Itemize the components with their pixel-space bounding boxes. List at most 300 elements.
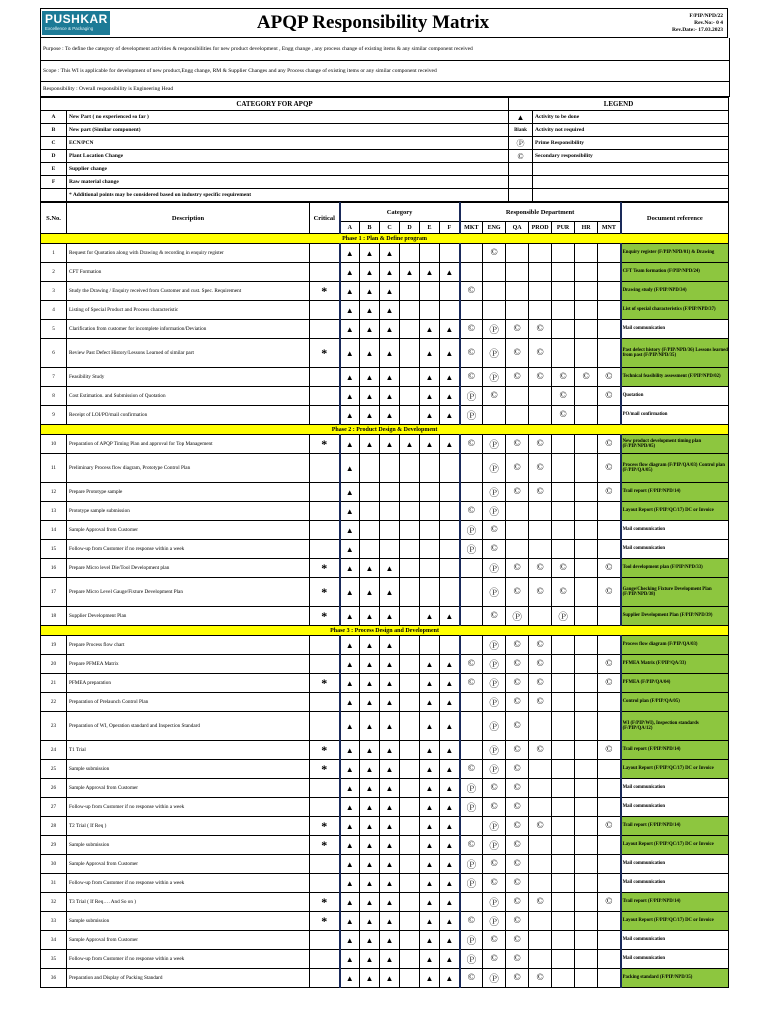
scope-text: Scope : This WI is applicable for development of new product,Engg change, RM & Supplier Changes and any Process change of existing items or any similar component received xyxy=(40,61,730,82)
critical-marker: * xyxy=(310,741,340,760)
legend-symbol: ▲ xyxy=(509,111,533,124)
row-number: 23 xyxy=(41,712,67,741)
category-mark xyxy=(400,836,420,855)
category-mark xyxy=(420,521,440,540)
responsibility-mark: Ⓟ xyxy=(483,454,506,483)
category-row xyxy=(41,189,729,202)
responsibility-mark: © xyxy=(506,454,529,483)
category-mark xyxy=(360,521,380,540)
sno-header: S.No. xyxy=(41,203,67,234)
table-row xyxy=(41,607,729,626)
category-mark: ▲ xyxy=(380,674,400,693)
document-reference: CFT Team formation (F/PIP/NPD/24) xyxy=(621,263,729,282)
responsibility-mark xyxy=(552,339,575,368)
responsibility-mark: © xyxy=(598,387,621,406)
legend-empty-cell xyxy=(509,163,533,176)
critical-marker xyxy=(310,931,340,950)
category-mark: ▲ xyxy=(440,779,460,798)
responsibility-mark xyxy=(529,760,552,779)
critical-marker xyxy=(310,263,340,282)
responsibility-mark: © xyxy=(506,712,529,741)
responsibility-mark xyxy=(575,912,598,931)
category-mark xyxy=(440,454,460,483)
category-mark xyxy=(400,454,420,483)
responsibility-mark xyxy=(529,912,552,931)
responsibility-mark xyxy=(552,282,575,301)
responsibility-mark: © xyxy=(460,282,483,301)
responsibility-mark xyxy=(529,521,552,540)
responsibility-mark xyxy=(575,969,598,988)
responsibility-mark xyxy=(575,483,598,502)
responsibility-mark xyxy=(552,674,575,693)
revision-date: Rev.Date:- 17.03.2023 xyxy=(671,26,723,33)
responsibility-mark xyxy=(483,301,506,320)
activity-description: Preparation of Prelaunch Control Plan xyxy=(67,693,310,712)
responsibility-mark: Ⓟ xyxy=(483,655,506,674)
category-description: New Part ( no experienced so far ) xyxy=(67,111,509,124)
category-mark: ▲ xyxy=(340,339,360,368)
responsibility-mark: © xyxy=(598,674,621,693)
activity-description: Listing of Special Product and Process characteristic xyxy=(67,301,310,320)
category-mark: ▲ xyxy=(340,874,360,893)
activity-description: Sample submission xyxy=(67,760,310,779)
category-description: * Additional points may be considered based on industry specific requirement xyxy=(67,189,509,202)
responsibility-mark xyxy=(598,950,621,969)
category-mark: ▲ xyxy=(440,760,460,779)
responsibility-mark xyxy=(598,836,621,855)
responsibility-mark: © xyxy=(460,502,483,521)
responsibility-mark: © xyxy=(552,387,575,406)
responsibility-mark xyxy=(460,454,483,483)
responsibility-mark: © xyxy=(506,817,529,836)
activity-description: Preparation and Display of Packing Standard xyxy=(67,969,310,988)
category-mark: ▲ xyxy=(440,931,460,950)
responsibility-mark xyxy=(575,836,598,855)
responsibility-mark: © xyxy=(506,779,529,798)
responsibility-mark: © xyxy=(506,798,529,817)
document-reference: Mail communication xyxy=(621,950,729,969)
activity-description: T3 Trial ( If Req…. And So on ) xyxy=(67,893,310,912)
activity-description: Sample Approval from Customer xyxy=(67,931,310,950)
category-mark: ▲ xyxy=(360,760,380,779)
category-mark: ▲ xyxy=(340,454,360,483)
responsibility-mark xyxy=(552,760,575,779)
table-row xyxy=(41,674,729,693)
row-number: 30 xyxy=(41,855,67,874)
category-mark xyxy=(400,779,420,798)
table-row xyxy=(41,798,729,817)
category-mark: ▲ xyxy=(360,263,380,282)
category-mark: ▲ xyxy=(440,817,460,836)
document-reference: Gauge/Checking Fixture Development Plan (F/PIP/NPD/38) xyxy=(621,578,729,607)
phase-title: Phase 2 : Product Design & Development xyxy=(41,425,729,435)
category-mark: ▲ xyxy=(420,693,440,712)
responsibility-mark: © xyxy=(483,874,506,893)
dept-col-mkt: MKT xyxy=(460,222,483,234)
category-mark xyxy=(440,502,460,521)
responsibility-mark: © xyxy=(483,855,506,874)
responsibility-mark xyxy=(575,636,598,655)
responsibility-mark xyxy=(598,502,621,521)
responsibility-mark: Ⓟ xyxy=(483,674,506,693)
category-mark xyxy=(400,502,420,521)
category-mark: ▲ xyxy=(340,712,360,741)
responsibility-mark: © xyxy=(598,559,621,578)
responsibility-mark: © xyxy=(506,950,529,969)
category-mark: ▲ xyxy=(420,874,440,893)
table-row xyxy=(41,244,729,263)
responsibility-mark xyxy=(575,559,598,578)
legend-symbol: Blank xyxy=(509,124,533,137)
table-row xyxy=(41,282,729,301)
responsibility-mark: © xyxy=(529,969,552,988)
table-row xyxy=(41,339,729,368)
responsibility-matrix xyxy=(40,202,729,988)
responsibility-mark: © xyxy=(506,559,529,578)
responsibility-mark: Ⓟ xyxy=(460,521,483,540)
responsibility-mark: Ⓟ xyxy=(460,798,483,817)
document-reference: Supplier Development Plan (F/PIP/NPD/39) xyxy=(621,607,729,626)
logo-subtext: Excellence & Packaging xyxy=(45,26,94,31)
responsibility-mark: Ⓟ xyxy=(460,874,483,893)
responsibility-mark xyxy=(460,712,483,741)
category-mark xyxy=(440,244,460,263)
category-letter: C xyxy=(41,137,67,150)
document-reference: Trail report (F/PIP/NPD/14) xyxy=(621,741,729,760)
row-number: 10 xyxy=(41,435,67,454)
critical-marker: * xyxy=(310,817,340,836)
responsibility-mark xyxy=(575,674,598,693)
category-letter: B xyxy=(41,124,67,137)
category-mark: ▲ xyxy=(360,931,380,950)
row-number: 29 xyxy=(41,836,67,855)
row-number: 34 xyxy=(41,931,67,950)
category-mark xyxy=(400,339,420,368)
phase-row xyxy=(41,626,729,636)
responsibility-mark: © xyxy=(529,454,552,483)
document-reference: Trail report (F/PIP/NPD/14) xyxy=(621,483,729,502)
responsibility-mark: Ⓟ xyxy=(460,950,483,969)
category-mark: ▲ xyxy=(380,969,400,988)
responsibility-mark xyxy=(575,521,598,540)
activity-description: Follow-up from Customer if no response within a week xyxy=(67,950,310,969)
responsibility-mark: © xyxy=(506,655,529,674)
table-row xyxy=(41,502,729,521)
category-mark: ▲ xyxy=(360,636,380,655)
responsibility-mark xyxy=(598,779,621,798)
category-mark: ▲ xyxy=(380,950,400,969)
responsibility-mark: Ⓟ xyxy=(460,406,483,425)
category-mark xyxy=(380,483,400,502)
responsibility-mark xyxy=(575,931,598,950)
category-row xyxy=(41,124,729,137)
responsibility-mark: Ⓟ xyxy=(483,339,506,368)
responsibility-mark xyxy=(460,817,483,836)
responsibility-mark: Ⓟ xyxy=(483,817,506,836)
category-mark xyxy=(400,244,420,263)
row-number: 27 xyxy=(41,798,67,817)
responsibility-mark xyxy=(598,712,621,741)
category-mark: ▲ xyxy=(420,969,440,988)
document-title: APQP Responsibility Matrix xyxy=(256,12,490,33)
category-mark: ▲ xyxy=(360,301,380,320)
document-reference: Layout Report (F/PIP/QC/17) DC or Invoice xyxy=(621,836,729,855)
responsibility-mark: © xyxy=(483,950,506,969)
responsibility-mark xyxy=(552,521,575,540)
responsibility-mark xyxy=(575,540,598,559)
responsibility-mark xyxy=(575,855,598,874)
responsibility-mark: © xyxy=(529,578,552,607)
critical-marker: * xyxy=(310,282,340,301)
category-mark: ▲ xyxy=(360,320,380,339)
activity-description: Preliminary Process flow diagram, Prototype Control Plan xyxy=(67,454,310,483)
category-mark: ▲ xyxy=(360,950,380,969)
responsibility-mark xyxy=(506,263,529,282)
activity-description: Review Past Defect History/Lessons Learned of similar part xyxy=(67,339,310,368)
document-reference: Enquiry register (F/PIP/NPD/01) & Drawing xyxy=(621,244,729,263)
category-mark xyxy=(400,950,420,969)
revision-block xyxy=(633,9,728,38)
category-col-f: F xyxy=(440,222,460,234)
responsibility-mark xyxy=(529,406,552,425)
document-reference: PO/mail confirmation xyxy=(621,406,729,425)
critical-marker xyxy=(310,779,340,798)
table-row xyxy=(41,521,729,540)
category-mark xyxy=(380,454,400,483)
category-mark: ▲ xyxy=(360,435,380,454)
responsibility-mark: © xyxy=(529,893,552,912)
responsibility-mark xyxy=(552,435,575,454)
responsibility-mark: © xyxy=(483,779,506,798)
row-number: 35 xyxy=(41,950,67,969)
category-mark: ▲ xyxy=(420,893,440,912)
row-number: 11 xyxy=(41,454,67,483)
critical-marker xyxy=(310,387,340,406)
legend-empty-cell xyxy=(533,176,729,189)
responsibility-mark: © xyxy=(529,674,552,693)
row-number: 33 xyxy=(41,912,67,931)
category-mark: ▲ xyxy=(380,320,400,339)
category-mark xyxy=(420,282,440,301)
document-page xyxy=(40,8,728,988)
row-number: 7 xyxy=(41,368,67,387)
critical-marker xyxy=(310,655,340,674)
category-mark: ▲ xyxy=(440,836,460,855)
dept-col-pur: PUR xyxy=(552,222,575,234)
document-reference: List of special characteristics (F/PIP/NPD/37) xyxy=(621,301,729,320)
responsibility-mark xyxy=(598,969,621,988)
responsibility-mark: Ⓟ xyxy=(460,779,483,798)
category-mark xyxy=(420,578,440,607)
responsibility-mark xyxy=(575,435,598,454)
category-mark: ▲ xyxy=(340,282,360,301)
activity-description: Preparation of WI, Operation standard and Inspection Standard xyxy=(67,712,310,741)
category-mark: ▲ xyxy=(420,741,440,760)
category-mark: ▲ xyxy=(340,741,360,760)
category-mark xyxy=(400,874,420,893)
category-mark xyxy=(420,636,440,655)
category-mark: ▲ xyxy=(360,655,380,674)
category-mark: ▲ xyxy=(360,969,380,988)
category-mark: ▲ xyxy=(340,779,360,798)
responsibility-mark: © xyxy=(506,874,529,893)
row-number: 8 xyxy=(41,387,67,406)
activity-description: Cost Estimation. and Submission of Quotation xyxy=(67,387,310,406)
document-reference: Past defect history (F/PIP/NPD/36) Lessons learned from past (F/PIP/NPD/35) xyxy=(621,339,729,368)
activity-description: Request for Quotation along with Drawing & recording in enquiry register xyxy=(67,244,310,263)
document-reference: PFMEA (F/PIP/QA/04) xyxy=(621,674,729,693)
responsibility-mark xyxy=(483,263,506,282)
category-mark: ▲ xyxy=(420,798,440,817)
category-mark: ▲ xyxy=(400,263,420,282)
responsibility-mark xyxy=(575,244,598,263)
table-row xyxy=(41,559,729,578)
category-mark xyxy=(400,559,420,578)
responsibility-mark: © xyxy=(506,320,529,339)
critical-marker xyxy=(310,502,340,521)
category-row xyxy=(41,176,729,189)
activity-description: Sample submission xyxy=(67,836,310,855)
responsibility-mark: © xyxy=(529,655,552,674)
description-header: Description xyxy=(67,203,310,234)
dept-col-hr: HR xyxy=(575,222,598,234)
responsibility-mark xyxy=(598,540,621,559)
row-number: 5 xyxy=(41,320,67,339)
category-mark xyxy=(420,454,440,483)
category-mark xyxy=(420,301,440,320)
category-mark: ▲ xyxy=(340,950,360,969)
responsibility-mark xyxy=(506,540,529,559)
category-mark: ▲ xyxy=(420,607,440,626)
category-mark: ▲ xyxy=(380,912,400,931)
category-mark: ▲ xyxy=(380,339,400,368)
responsibility-mark xyxy=(575,320,598,339)
category-mark xyxy=(400,798,420,817)
document-reference: PFMEA Matrix (F/PIP/QA/33) xyxy=(621,655,729,674)
responsibility-mark xyxy=(460,301,483,320)
document-reference: Tool development plan (F/PIP/NPD/33) xyxy=(621,559,729,578)
responsibility-mark xyxy=(552,912,575,931)
department-group-header: Responsible Department xyxy=(460,203,621,222)
category-mark xyxy=(380,502,400,521)
responsibility-mark xyxy=(552,798,575,817)
responsibility-mark: © xyxy=(483,521,506,540)
category-mark: ▲ xyxy=(380,282,400,301)
responsibility-mark: © xyxy=(483,244,506,263)
responsibility-mark xyxy=(598,406,621,425)
phase-title: Phase 3 : Process Design and Development xyxy=(41,626,729,636)
activity-description: T2 Trial ( If Req ) xyxy=(67,817,310,836)
legend-empty-cell xyxy=(533,189,729,202)
responsibility-mark: © xyxy=(506,893,529,912)
responsibility-mark xyxy=(552,893,575,912)
responsibility-mark xyxy=(552,540,575,559)
responsibility-mark: © xyxy=(506,855,529,874)
critical-marker xyxy=(310,244,340,263)
responsibility-mark: © xyxy=(529,636,552,655)
responsibility-mark xyxy=(529,712,552,741)
category-mark: ▲ xyxy=(380,435,400,454)
category-mark: ▲ xyxy=(440,741,460,760)
responsibility-mark xyxy=(529,540,552,559)
responsibility-mark xyxy=(552,741,575,760)
responsibility-mark xyxy=(460,741,483,760)
responsibility-mark xyxy=(529,836,552,855)
category-mark: ▲ xyxy=(380,607,400,626)
responsibility-mark: Ⓟ xyxy=(483,368,506,387)
category-mark: ▲ xyxy=(440,912,460,931)
responsibility-mark xyxy=(552,454,575,483)
legend-empty-cell xyxy=(533,163,729,176)
responsibility-mark xyxy=(552,502,575,521)
responsibility-mark xyxy=(575,282,598,301)
category-mark: ▲ xyxy=(380,244,400,263)
category-mark: ▲ xyxy=(340,674,360,693)
category-group-header: Category xyxy=(340,203,460,222)
row-number: 2 xyxy=(41,263,67,282)
critical-marker xyxy=(310,454,340,483)
category-mark: ▲ xyxy=(380,387,400,406)
category-mark: ▲ xyxy=(380,559,400,578)
category-mark: ▲ xyxy=(420,368,440,387)
table-row xyxy=(41,931,729,950)
responsibility-mark xyxy=(552,855,575,874)
category-mark: ▲ xyxy=(380,693,400,712)
responsibility-mark xyxy=(552,483,575,502)
responsibility-mark: © xyxy=(598,368,621,387)
category-mark: ▲ xyxy=(360,387,380,406)
category-mark: ▲ xyxy=(380,798,400,817)
dept-col-prod: PROD xyxy=(529,222,552,234)
responsibility-mark xyxy=(552,817,575,836)
responsibility-mark: © xyxy=(506,578,529,607)
responsibility-mark: © xyxy=(506,836,529,855)
category-mark: ▲ xyxy=(440,693,460,712)
responsibility-mark xyxy=(598,521,621,540)
responsibility-mark: © xyxy=(552,368,575,387)
responsibility-mark: © xyxy=(506,693,529,712)
category-col-b: B xyxy=(360,222,380,234)
category-mark: ▲ xyxy=(340,760,360,779)
category-row xyxy=(41,150,729,163)
category-mark xyxy=(420,483,440,502)
responsibility-mark xyxy=(575,950,598,969)
document-reference: Mail communication xyxy=(621,931,729,950)
activity-description: Study the Drawing / Enquiry received from Customer and cust. Spec. Requirement xyxy=(67,282,310,301)
critical-marker: * xyxy=(310,339,340,368)
responsibility-mark xyxy=(552,693,575,712)
responsibility-mark: Ⓟ xyxy=(483,760,506,779)
activity-description: Sample Approval from Customer xyxy=(67,521,310,540)
category-mark: ▲ xyxy=(340,540,360,559)
category-mark xyxy=(400,655,420,674)
category-mark: ▲ xyxy=(380,655,400,674)
responsibility-mark xyxy=(529,798,552,817)
responsibility-mark xyxy=(529,301,552,320)
responsibility-mark xyxy=(575,578,598,607)
category-mark xyxy=(400,483,420,502)
responsibility-mark: © xyxy=(552,406,575,425)
category-mark: ▲ xyxy=(340,798,360,817)
dept-col-eng: ENG xyxy=(483,222,506,234)
document-reference: Drawing study (F/PIP/NPD/34) xyxy=(621,282,729,301)
row-number: 14 xyxy=(41,521,67,540)
category-mark: ▲ xyxy=(440,435,460,454)
row-number: 28 xyxy=(41,817,67,836)
table-row xyxy=(41,387,729,406)
table-row xyxy=(41,950,729,969)
document-reference: Mail communication xyxy=(621,874,729,893)
